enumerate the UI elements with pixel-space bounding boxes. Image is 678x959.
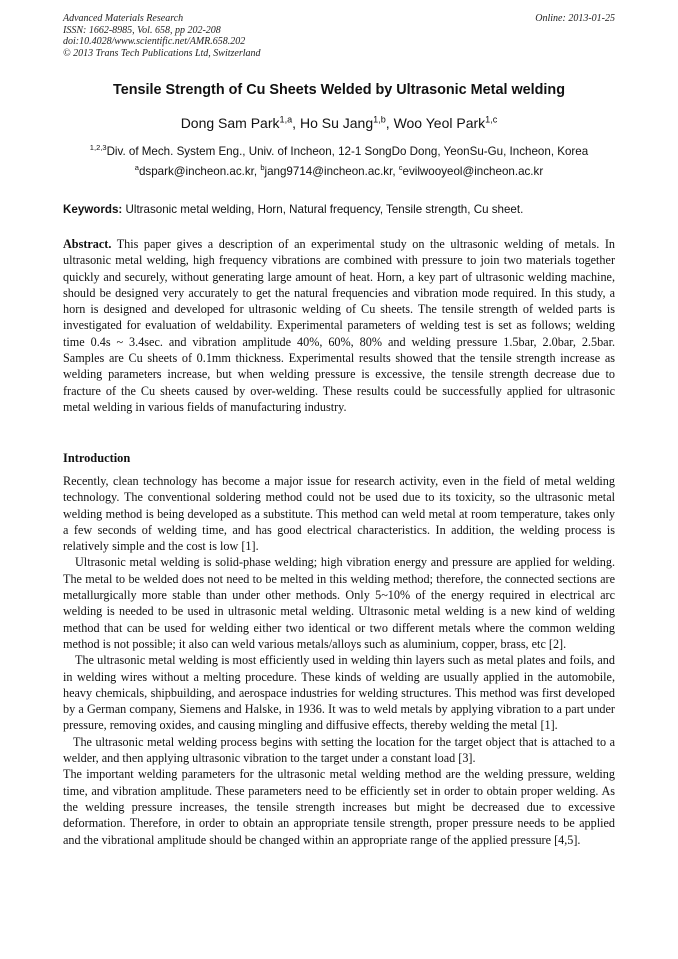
email-sup: a bbox=[134, 163, 139, 173]
abstract-label: Abstract. bbox=[63, 237, 112, 251]
keywords-text: Ultrasonic metal welding, Horn, Natural frequency, Tensile strength, Cu sheet. bbox=[122, 203, 524, 216]
online-date: Online: 2013-01-25 bbox=[535, 13, 615, 24]
doi-line: doi:10.4028/www.scientific.net/AMR.658.202 bbox=[63, 36, 246, 47]
email-link[interactable]: jang9714@incheon.ac.kr, bbox=[264, 165, 399, 178]
email-list bbox=[63, 165, 615, 178]
keywords-label: Keywords: bbox=[63, 203, 123, 216]
keywords bbox=[63, 203, 615, 216]
paragraph: The ultrasonic metal welding process begins with setting the location for the target object that is attached to a welder, and then applying ultrasonic vibration to the target under a constant load [3]. bbox=[63, 734, 615, 766]
journal-name: Advanced Materials Research bbox=[63, 13, 184, 24]
section-heading-introduction: Introduction bbox=[63, 451, 131, 465]
email-sup: c bbox=[398, 163, 403, 173]
paragraph: The important welding parameters for the ultrasonic metal welding method are the welding pressure, welding time, and vibration amplitude. These parameters need to be efficiently set in order to obtain proper welding. As the welding pressure increases, the tensile strength increases but might be decreased due to excessive deformation. Therefore, in order to obtain an appropriate tensile strength, proper pressure needs to be applied and the vibrational amplitude should be changed within an appropriate range of the applied pressure [4,5]. bbox=[63, 767, 615, 847]
email-link[interactable]: dspark@incheon.ac.kr, bbox=[138, 165, 261, 178]
affiliation-sup: 1,2,3 bbox=[89, 143, 107, 153]
paragraph: Recently, clean technology has become a major issue for research activity, even in the field of metal welding technology. The conventional soldering method could not be used due to its toxicity, so the ultrasonic metal welding method is being developed as a substitute. This method can weld metal at room temperature, takes only a few seconds of welding time, and has good electrical characteristics. In addition, the welding process is relatively simple and the cost is low [1]. bbox=[63, 474, 615, 554]
abstract bbox=[63, 236, 615, 415]
author-sup: 1,c bbox=[485, 114, 498, 125]
email-link[interactable]: evilwooyeol@incheon.ac.kr bbox=[402, 165, 544, 178]
paragraph: Ultrasonic metal welding is solid-phase welding; high vibration energy and pressure are applied for welding. The metal to be welded does not need to be melted in this welding method; therefore, the connected sections are metallurgically more stable than under other methods. Only 5~10% of the energy required in electrical arc welding is needed to be used in ultrasonic metal welding. Ultrasonic metal welding is a new kind of welding method that can be used for welding either two identical or two different metals where the common welding method is not possible; it also can weld various metals/alloys such as aluminium, copper, brass, etc [2]. bbox=[63, 555, 615, 651]
journal-header bbox=[63, 13, 615, 59]
author-sup: 1,a bbox=[279, 114, 293, 125]
author-sup: 1,b bbox=[373, 114, 386, 125]
paragraph: The ultrasonic metal welding is most efficiently used in welding thin layers such as metal plates and foils, and in welding wires without a melting procedure. These kinds of welding are usually applied in the automobile, heavy chemicals, shipbuilding, and aerospace industries for welding structures. This method was first developed by a German company, Siemens and Halske, in 1936. It was to weld metals by applying vibration to a part under pressure, removing oxides, and causing mingling and diffusive effects, thereby welding the metal [1]. bbox=[63, 653, 615, 733]
email-sup: b bbox=[260, 163, 265, 173]
author-name: Woo Yeol Park bbox=[393, 115, 486, 131]
affiliation bbox=[63, 145, 615, 158]
abstract-text: This paper gives a description of an experimental study on the ultrasonic welding of metals. In ultrasonic metal welding, high frequency vibrations are combined with pressure to join two materials together quickly and securely, without generating large amount of heat. Horn, a key part of ultrasonic welding machine, should be designed very accurately to get the natural frequencies and vibration mode required. In this study, a horn is designed and developed for ultrasonic welding of Cu sheets. The tensile strength of welded parts is investigated for evaluation of weldability. Experimental parameters of welding test is set as follows; welding time 0.4s ~ 3.4sec. and vibration amplitude 40%, 60%, 80% and welding pressure 1.5bar, 2.0bar, 2.5bar. Samples are Cu sheets of 0.1mm thickness. Experimental results showed that the tensile strength increase as welding parameters increase, but when welding pressure is excessive, the tensile strength decrease due to fracture of the Cu sheets caused by over-welding. These results could be successfully applied for ultrasonic metal welding in various fields of manufacturing industry. bbox=[63, 237, 615, 414]
introduction-body bbox=[63, 473, 615, 848]
paper-title: Tensile Strength of Cu Sheets Welded by Ultrasonic Metal welding bbox=[112, 82, 566, 98]
issn-line: ISSN: 1662-8985, Vol. 658, pp 202-208 bbox=[63, 24, 221, 36]
affiliation-text: Div. of Mech. System Eng., Univ. of Incheon, 12-1 SongDo Dong, YeonSu-Gu, Incheon, Korea bbox=[106, 145, 589, 158]
author-name: Dong Sam Park bbox=[180, 115, 280, 131]
copyright-line: © 2013 Trans Tech Publications Ltd, Switzerland bbox=[63, 47, 261, 59]
author-name: Ho Su Jang bbox=[299, 115, 374, 131]
author-list: Dong Sam Park$^{1,a}$, Ho Su Jang$^{1,b}$, Woo Yeol Park$^{1,c}$ bbox=[180, 114, 498, 131]
